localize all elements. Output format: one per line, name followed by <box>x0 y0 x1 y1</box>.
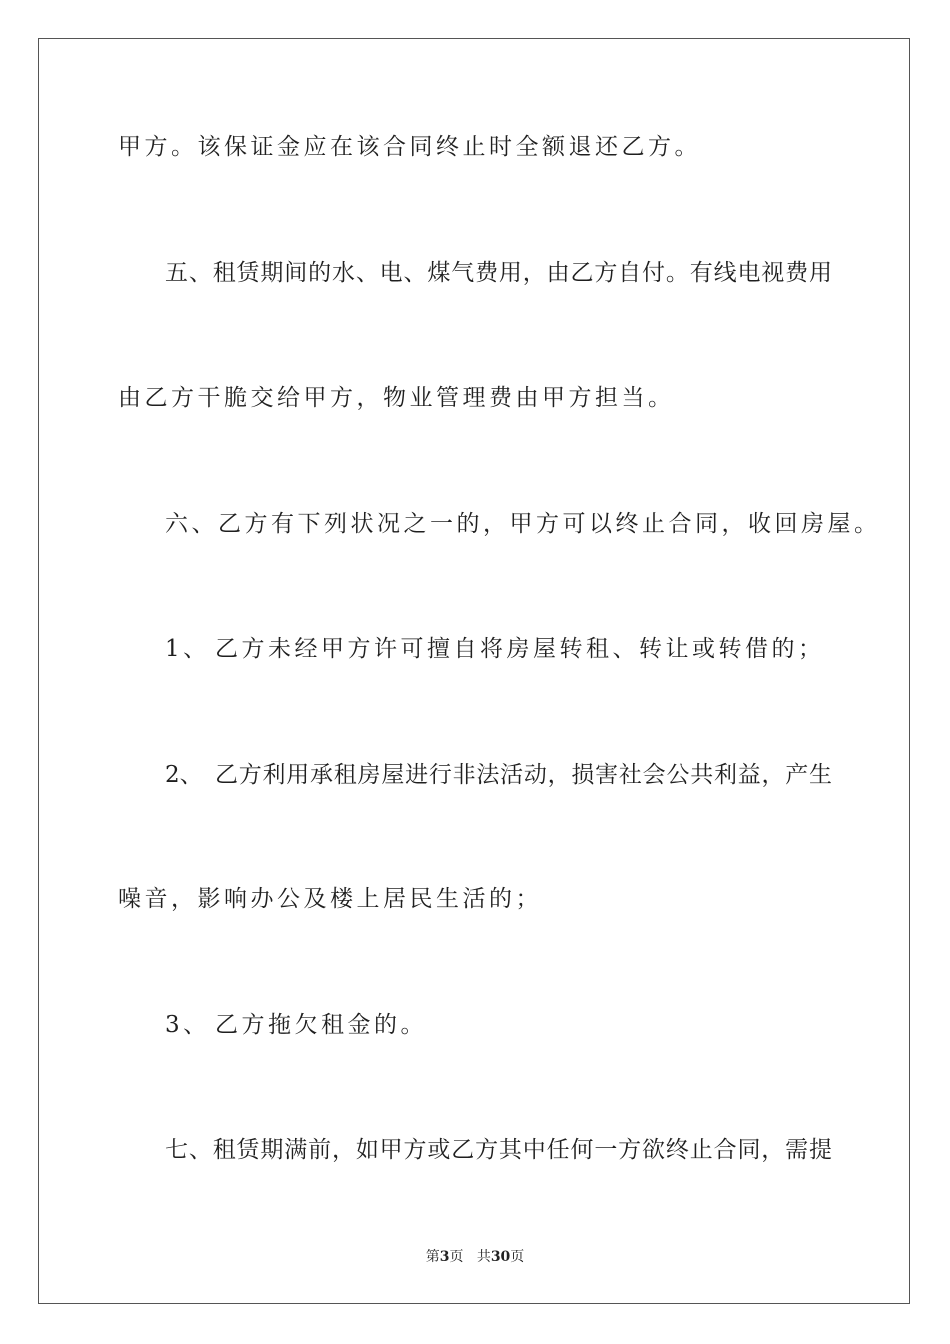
page-footer <box>0 1248 950 1266</box>
paragraph-line-2: 五、租赁期间的水、电、煤气费用，由乙方自付。有线电视费用 <box>165 260 832 286</box>
list-item-number: 1、 <box>165 636 210 662</box>
list-item-3 <box>165 1010 427 1040</box>
page-border <box>38 38 910 1304</box>
list-item-text: 乙方未经甲方许可擅自将房屋转租、转让或转借的； <box>215 636 825 662</box>
page-prefix: 第 <box>425 1249 440 1265</box>
list-item-text: 乙方拖欠租金的。 <box>215 1012 427 1038</box>
list-item-number: 3、 <box>165 1012 210 1038</box>
paragraph-line-3: 由乙方干脆交给甲方，物业管理费由甲方担当。 <box>118 385 675 411</box>
list-item-2 <box>165 760 832 790</box>
list-item-number: 2、 <box>165 762 203 788</box>
total-pages: 30 <box>490 1249 511 1265</box>
list-item-text: 乙方利用承租房屋进行非法活动，损害社会公共利益，产生 <box>215 762 832 788</box>
paragraph-line-4: 六、乙方有下列状况之一的，甲方可以终止合同，收回房屋。 <box>165 511 881 537</box>
total-suffix: 页 <box>510 1249 525 1265</box>
list-item-2-continuation: 噪音，影响办公及楼上居民生活的； <box>118 886 542 912</box>
total-prefix: 共 <box>476 1249 491 1265</box>
page-number: 3 <box>439 1249 450 1265</box>
list-item-1 <box>165 634 825 664</box>
page-suffix: 页 <box>449 1249 464 1265</box>
paragraph-line-1: 甲方。该保证金应在该合同终止时全额退还乙方。 <box>118 134 701 160</box>
paragraph-line-9: 七、租赁期满前，如甲方或乙方其中任何一方欲终止合同，需提 <box>165 1137 832 1163</box>
